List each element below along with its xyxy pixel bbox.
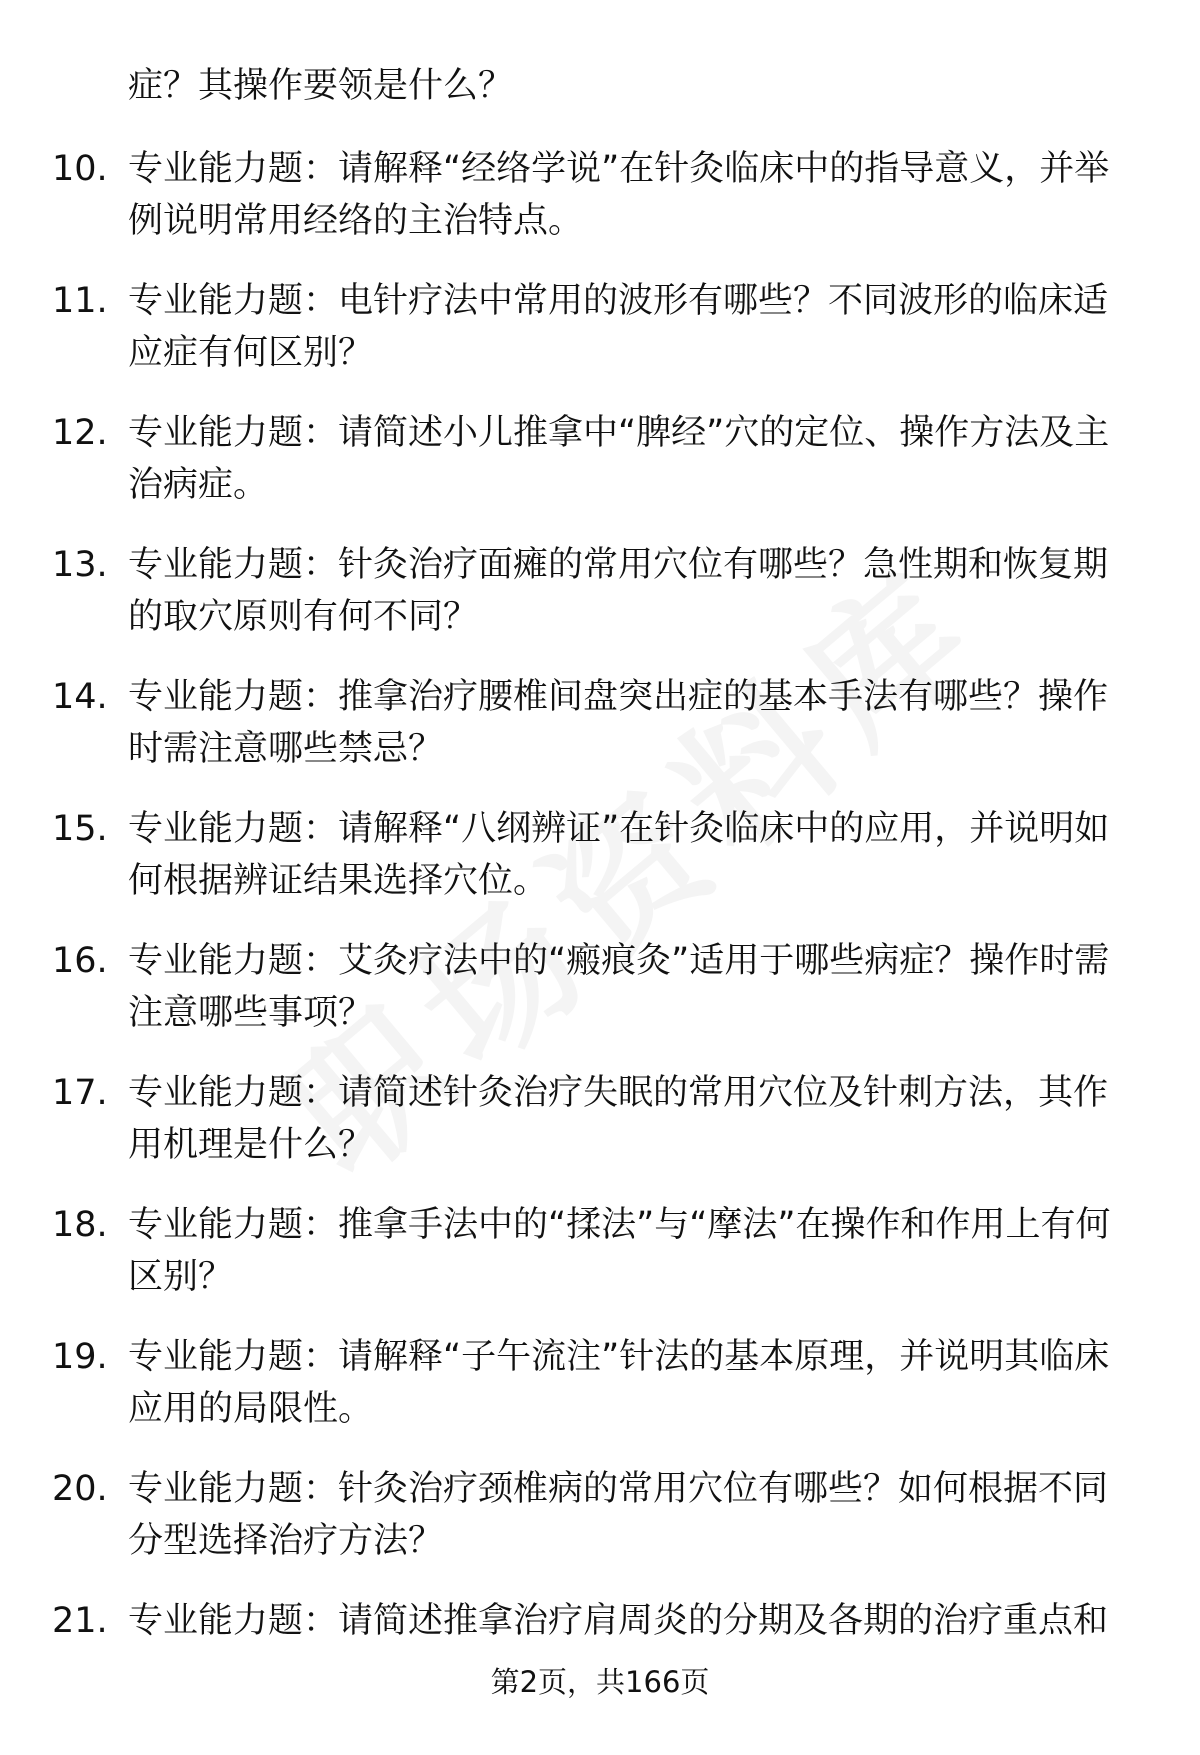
question-item <box>52 1331 1138 1463</box>
question-text: 专业能力题：推拿治疗腰椎间盘突出症的基本手法有哪些？操作时需注意哪些禁忌？ <box>128 677 1109 769</box>
question-item <box>52 1067 1138 1199</box>
question-text: 专业能力题：请解释“子午流注”针法的基本原理，并说明其临床应用的局限性。 <box>128 1337 1110 1429</box>
question-item <box>52 407 1138 539</box>
question-number: 21. <box>52 1601 108 1641</box>
question-text: 专业能力题：推拿手法中的“揉法”与“摩法”在操作和作用上有何区别？ <box>128 1205 1111 1297</box>
continued-question-text: 症？其操作要领是什么？ <box>128 66 514 106</box>
page-footer: 第2页，共166页 <box>490 1665 710 1699</box>
question-text: 专业能力题：请解释“八纲辨证”在针灸临床中的应用，并说明如何根据辨证结果选择穴位。 <box>128 809 1110 901</box>
question-number: 11. <box>52 281 108 321</box>
question-item <box>52 803 1138 935</box>
question-text: 专业能力题：请解释“经络学说”在针灸临床中的指导意义，并举例说明常用经络的主治特点。 <box>128 149 1110 241</box>
question-item <box>52 275 1138 407</box>
question-item <box>52 1595 1138 1727</box>
question-number: 20. <box>52 1469 108 1509</box>
question-item <box>52 1199 1138 1331</box>
question-text: 专业能力题：艾灸疗法中的“瘢痕灸”适用于哪些病症？操作时需注意哪些事项？ <box>128 941 1110 1033</box>
question-text: 专业能力题：请简述小儿推拿中“脾经”穴的定位、操作方法及主治病症。 <box>128 413 1110 505</box>
question-text: 专业能力题：电针疗法中常用的波形有哪些？不同波形的临床适应症有何区别？ <box>128 281 1109 373</box>
question-item <box>52 539 1138 671</box>
question-text: 专业能力题：请简述针灸治疗失眠的常用穴位及针刺方法，其作用机理是什么？ <box>128 1073 1109 1165</box>
question-number: 16. <box>52 941 108 981</box>
question-list <box>52 143 1138 1727</box>
question-item <box>52 671 1138 803</box>
question-number: 15. <box>52 809 108 849</box>
question-item <box>52 1463 1138 1595</box>
question-number: 10. <box>52 149 108 189</box>
question-number: 18. <box>52 1205 108 1245</box>
question-number: 13. <box>52 545 108 585</box>
question-text: 专业能力题：请简述推拿治疗肩周炎的分期及各期的治疗重点和 <box>128 1601 1109 1641</box>
question-number: 12. <box>52 413 108 453</box>
question-item <box>52 935 1138 1067</box>
question-item <box>52 143 1138 275</box>
question-text: 专业能力题：针灸治疗颈椎病的常用穴位有哪些？如何根据不同分型选择治疗方法？ <box>128 1469 1109 1561</box>
question-text: 专业能力题：针灸治疗面瘫的常用穴位有哪些？急性期和恢复期的取穴原则有何不同？ <box>128 545 1109 637</box>
question-number: 19. <box>52 1337 108 1377</box>
question-number: 17. <box>52 1073 108 1113</box>
question-number: 14. <box>52 677 108 717</box>
